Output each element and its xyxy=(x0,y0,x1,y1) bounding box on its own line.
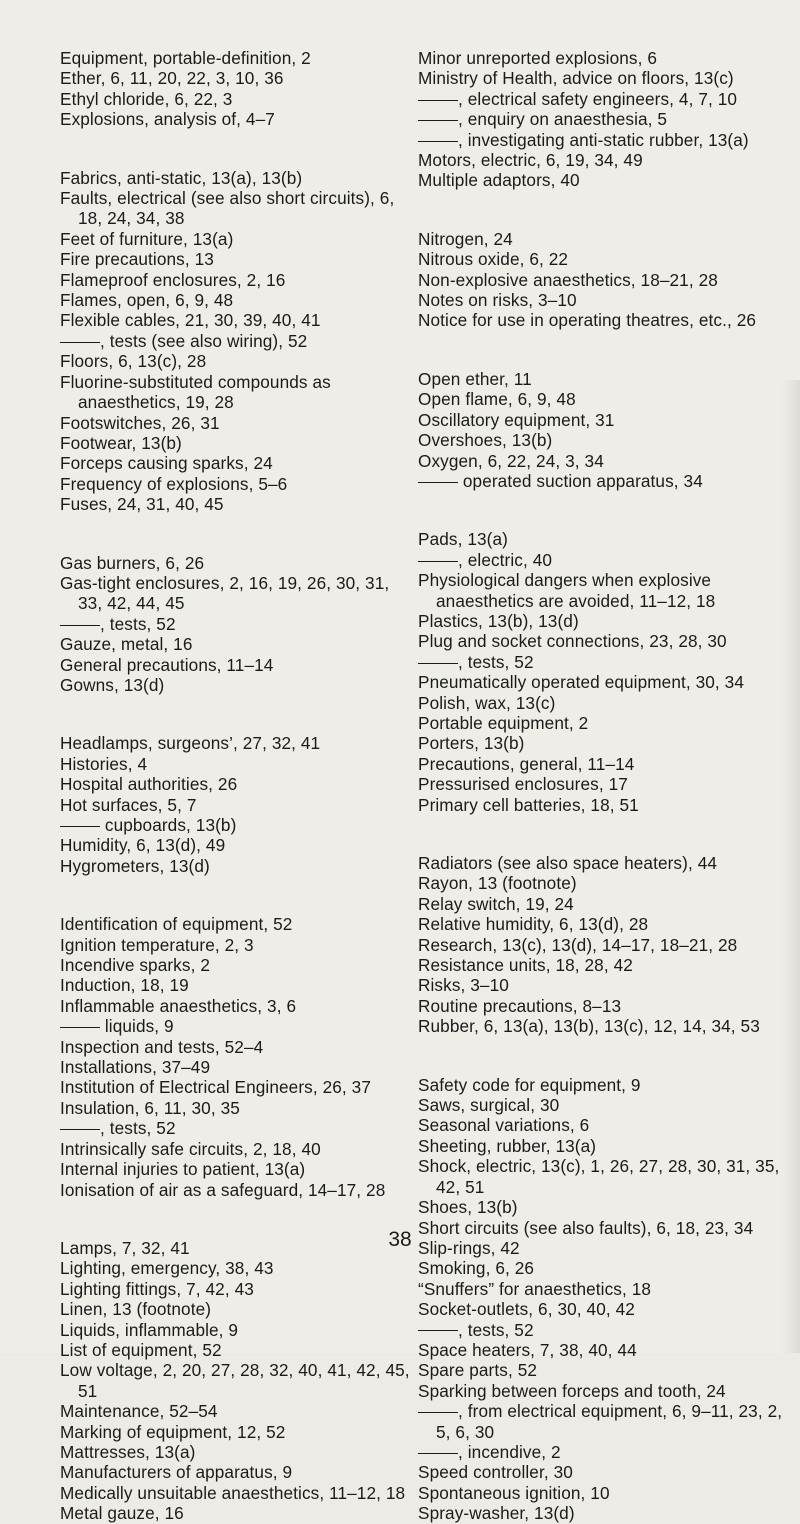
index-entry xyxy=(418,389,790,409)
index-entry-text: Shock, electric, 13(c), 1, 26, 27, 28, 30, 31, 35, 42, 51 xyxy=(418,1156,780,1197)
index-entry-text: Insulation, 6, 11, 30, 35 xyxy=(60,1097,240,1118)
index-entry xyxy=(418,774,790,794)
index-entry-text: Motors, electric, 6, 19, 34, 49 xyxy=(418,150,643,171)
index-entry-text: Porters, 13(b) xyxy=(418,733,525,754)
index-entry xyxy=(60,1077,415,1097)
index-entry-text: Oscillatory equipment, 31 xyxy=(418,409,615,430)
index-entry xyxy=(418,795,790,815)
index-entry-text: Intrinsically safe circuits, 2, 18, 40 xyxy=(60,1138,321,1159)
index-entry-text: Spontaneous ignition, 10 xyxy=(418,1482,610,1503)
index-entry xyxy=(60,1360,415,1401)
index-entry xyxy=(418,150,790,170)
index-entry-text: Fluorine-substituted compounds as anaesthetics, 19, 28 xyxy=(60,371,331,413)
index-entry-text: Safety code for equipment, 9 xyxy=(418,1074,641,1095)
index-entry xyxy=(60,733,415,753)
index-entry-text: Speed controller, 30 xyxy=(418,1462,573,1483)
index-entry xyxy=(418,471,790,491)
index-entry-text: Identification of equipment, 52 xyxy=(60,914,293,935)
index-entry-text: Pads, 13(a) xyxy=(418,529,508,550)
index-entry xyxy=(60,655,415,675)
index-entry xyxy=(60,1057,415,1077)
index-entry-text: , investigating anti-static rubber, 13(a) xyxy=(458,129,749,150)
page-edge-shadow xyxy=(782,380,800,1353)
index-entry xyxy=(60,573,415,614)
page-number: 38 xyxy=(388,1228,412,1251)
index-entry xyxy=(418,1340,790,1360)
index-entry-text: Faults, electrical (see also short circuits), 6, 18, 24, 34, 38 xyxy=(60,188,395,229)
index-entry-text: Gas burners, 6, 26 xyxy=(60,552,205,573)
index-entry-text: Mattresses, 13(a) xyxy=(60,1441,196,1462)
index-entry xyxy=(418,1279,790,1299)
index-section-gap xyxy=(60,876,415,914)
index-entry-text: Lighting, emergency, 38, 43 xyxy=(60,1258,274,1279)
index-entry xyxy=(418,529,790,549)
repeat-dash xyxy=(418,100,458,101)
index-entry-text: Open ether, 11 xyxy=(418,368,532,389)
index-entry-text: Plug and socket connections, 23, 28, 30 xyxy=(418,631,727,652)
index-entry-text: Slip-rings, 42 xyxy=(418,1237,520,1258)
index-entry xyxy=(418,1115,790,1135)
repeat-dash xyxy=(418,482,458,483)
index-entry xyxy=(418,1381,790,1401)
index-entry xyxy=(418,1503,790,1523)
index-entry-text: Multiple adaptors, 40 xyxy=(418,170,580,191)
index-entry-text: General precautions, 11–14 xyxy=(60,654,274,675)
index-entry xyxy=(60,1299,415,1319)
index-entry xyxy=(418,914,790,934)
index-entry xyxy=(418,570,790,611)
index-entry xyxy=(418,1360,790,1380)
index-entry xyxy=(418,935,790,955)
index-entry-text: Overshoes, 13(b) xyxy=(418,430,553,451)
index-entry-text: Lighting fittings, 7, 42, 43 xyxy=(60,1278,254,1299)
index-entry-text: Fire precautions, 13 xyxy=(60,249,214,270)
index-entry xyxy=(60,68,415,88)
index-entry-text: , tests, 52 xyxy=(100,613,176,634)
repeat-dash xyxy=(60,1027,100,1028)
index-entry-text: List of equipment, 52 xyxy=(60,1339,222,1360)
index-entry-text: Minor unreported explosions, 6 xyxy=(418,48,657,68)
index-entry-text: Rayon, 13 (footnote) xyxy=(418,873,577,894)
index-entry-text: cupboards, 13(b) xyxy=(100,815,237,835)
index-entry-text: Sparking between forceps and tooth, 24 xyxy=(418,1380,726,1401)
index-entry xyxy=(60,1016,415,1036)
index-entry xyxy=(418,955,790,975)
index-entry-text: Smoking, 6, 26 xyxy=(418,1258,535,1279)
index-entry xyxy=(418,109,790,129)
index-entry-text: Frequency of explosions, 5–6 xyxy=(60,473,288,494)
index-entry-text: Linen, 13 (footnote) xyxy=(60,1299,212,1320)
index-entry-text: Induction, 18, 19 xyxy=(60,975,189,996)
index-entry-text: Relay switch, 19, 24 xyxy=(418,893,574,914)
index-entry-text: Maintenance, 52–54 xyxy=(60,1401,218,1422)
index-entry-text: Oxygen, 6, 22, 24, 3, 34 xyxy=(418,450,604,471)
index-entry xyxy=(418,853,790,873)
index-entry xyxy=(418,68,790,88)
index-entry-text: Precautions, general, 11–14 xyxy=(418,753,635,774)
index-entry-text: Inflammable anaesthetics, 3, 6 xyxy=(60,995,297,1016)
index-entry-text: Shoes, 13(b) xyxy=(418,1197,518,1218)
index-entry xyxy=(418,713,790,733)
index-entry-text: Flexible cables, 21, 30, 39, 40, 41 xyxy=(60,310,321,331)
index-entry-text: Spray-washer, 13(d) xyxy=(418,1503,575,1524)
index-entry xyxy=(418,89,790,109)
repeat-dash xyxy=(418,141,458,142)
index-entry xyxy=(60,795,415,815)
index-entry xyxy=(418,1258,790,1278)
index-entry-text: Humidity, 6, 13(d), 49 xyxy=(60,835,226,856)
index-entry-text: Hygrometers, 13(d) xyxy=(60,855,210,876)
index-entry xyxy=(60,935,415,955)
index-entry xyxy=(60,835,415,855)
index-entry xyxy=(60,1422,415,1442)
index-section-gap xyxy=(418,331,790,369)
index-entry-text: Plastics, 13(b), 13(d) xyxy=(418,610,579,631)
index-entry xyxy=(418,652,790,672)
index-entry xyxy=(60,1462,415,1482)
index-entry xyxy=(60,1503,415,1523)
index-entry-text: Gowns, 13(d) xyxy=(60,674,165,695)
index-entry-text: Incendive sparks, 2 xyxy=(60,955,210,976)
index-section-gap xyxy=(418,491,790,529)
index-entry xyxy=(418,290,790,310)
index-entry xyxy=(60,675,415,695)
index-entry-text: Radiators (see also space heaters), 44 xyxy=(418,853,718,873)
index-section-gap xyxy=(60,695,415,733)
repeat-dash xyxy=(418,1412,458,1413)
index-entry-text: , enquiry on anaesthesia, 5 xyxy=(458,109,668,130)
index-entry xyxy=(60,1139,415,1159)
index-entry-text: Ethyl chloride, 6, 22, 3 xyxy=(60,88,233,109)
index-entry-text: , incendive, 2 xyxy=(458,1441,561,1462)
index-entry xyxy=(418,550,790,570)
index-entry xyxy=(60,372,415,413)
index-entry xyxy=(418,1075,790,1095)
index-entry-text: , tests, 52 xyxy=(458,1319,534,1340)
index-entry xyxy=(418,270,790,290)
index-entry xyxy=(60,433,415,453)
index-entry xyxy=(60,1180,415,1200)
index-entry-text: Seasonal variations, 6 xyxy=(418,1115,590,1136)
index-entry xyxy=(60,89,415,109)
index-entry xyxy=(418,754,790,774)
index-entry xyxy=(60,1279,415,1299)
index-entry-text: Short circuits (see also faults), 6, 18, 23, 34 xyxy=(418,1217,754,1238)
index-entry-text: Primary cell batteries, 18, 51 xyxy=(418,794,639,815)
index-section-gap xyxy=(60,130,415,168)
index-entry-text: Liquids, inflammable, 9 xyxy=(60,1319,239,1340)
index-entry-text: Pneumatically operated equipment, 30, 34 xyxy=(418,672,744,693)
index-entry-text: Relative humidity, 6, 13(d), 28 xyxy=(418,914,649,935)
index-entry-text: Lamps, 7, 32, 41 xyxy=(60,1237,190,1258)
index-entry-text: Ether, 6, 11, 20, 22, 3, 10, 36 xyxy=(60,68,284,89)
index-entry-text: operated suction apparatus, 34 xyxy=(458,470,703,491)
index-entry xyxy=(60,1340,415,1360)
index-entry-text: Flameproof enclosures, 2, 16 xyxy=(60,269,286,290)
index-entry-text: liquids, 9 xyxy=(100,1016,174,1037)
index-entry xyxy=(60,1483,415,1503)
index-entry-text: Resistance units, 18, 28, 42 xyxy=(418,955,633,976)
index-entry-text: Marking of equipment, 12, 52 xyxy=(60,1421,286,1442)
index-entry-text: Portable equipment, 2 xyxy=(418,712,589,733)
index-entry xyxy=(418,1136,790,1156)
index-section-gap xyxy=(418,1037,790,1075)
index-entry xyxy=(418,310,790,330)
index-entry-text: Medically unsuitable anaesthetics, 11–12, 18 xyxy=(60,1482,406,1503)
index-entry xyxy=(418,1197,790,1217)
index-entry-text: , tests (see also wiring), 52 xyxy=(100,330,308,351)
index-entry xyxy=(60,1401,415,1421)
index-entry xyxy=(60,249,415,269)
index-entry xyxy=(418,1320,790,1340)
index-entry-text: Forceps causing sparks, 24 xyxy=(60,453,273,474)
index-entry-text: Notes on risks, 3–10 xyxy=(418,290,577,311)
index-entry-text: Risks, 3–10 xyxy=(418,975,509,996)
repeat-dash xyxy=(418,1453,458,1454)
index-entry xyxy=(60,774,415,794)
index-entry xyxy=(60,229,415,249)
index-entry-text: Ignition temperature, 2, 3 xyxy=(60,934,254,955)
index-entry xyxy=(418,631,790,651)
index-entry xyxy=(60,754,415,774)
index-entry xyxy=(60,856,415,876)
index-entry xyxy=(60,310,415,330)
index-entry xyxy=(60,290,415,310)
index-entry-text: Spare parts, 52 xyxy=(418,1360,538,1381)
index-entry xyxy=(60,494,415,514)
index-entry xyxy=(418,1016,790,1036)
index-entry-text: Feet of furniture, 13(a) xyxy=(60,228,234,249)
index-entry-text: Institution of Electrical Engineers, 26, 37 xyxy=(60,1077,371,1098)
repeat-dash xyxy=(60,625,100,626)
repeat-dash xyxy=(60,826,100,827)
index-entry xyxy=(60,955,415,975)
repeat-dash xyxy=(60,342,100,343)
index-entry xyxy=(418,1483,790,1503)
index-entry xyxy=(60,351,415,371)
index-entry-text: Polish, wax, 13(c) xyxy=(418,692,556,713)
index-entry xyxy=(60,815,415,835)
index-entry-text: Installations, 37–49 xyxy=(60,1057,211,1078)
index-entry-text: Pressurised enclosures, 17 xyxy=(418,774,628,795)
index-section-gap xyxy=(418,191,790,229)
index-entry-text: Hot surfaces, 5, 7 xyxy=(60,794,197,815)
repeat-dash xyxy=(418,663,458,664)
index-entry xyxy=(418,1462,790,1482)
index-entry-text: Equipment, portable-definition, 2 xyxy=(60,48,311,68)
index-entry-text: Hospital authorities, 26 xyxy=(60,774,238,795)
index-entry-text: Socket-outlets, 6, 30, 40, 42 xyxy=(418,1299,635,1320)
index-entry xyxy=(418,1238,790,1258)
index-entry-text: Gauze, metal, 16 xyxy=(60,634,193,655)
index-entry-text: Low voltage, 2, 20, 27, 28, 32, 40, 41, 42, 45, 51 xyxy=(60,1360,410,1401)
index-column-right xyxy=(418,48,790,1524)
index-entry xyxy=(418,451,790,471)
index-entry xyxy=(418,975,790,995)
index-entry xyxy=(418,410,790,430)
index-entry-text: Sheeting, rubber, 13(a) xyxy=(418,1135,597,1156)
repeat-dash xyxy=(60,1129,100,1130)
index-entry xyxy=(60,331,415,351)
index-entry xyxy=(418,693,790,713)
index-entry-text: Notice for use in operating theatres, etc., 26 xyxy=(418,310,757,331)
index-entry xyxy=(60,474,415,494)
index-entry-text: Metal gauze, 16 xyxy=(60,1503,184,1524)
index-entry-text: , electrical safety engineers, 4, 7, 10 xyxy=(458,88,738,109)
index-entry xyxy=(60,634,415,654)
index-entry-text: Footswitches, 26, 31 xyxy=(60,412,220,433)
index-entry xyxy=(418,48,790,68)
repeat-dash xyxy=(418,120,458,121)
index-entry-text: , from electrical equipment, 6, 9–11, 23, 2, 5, 6, 30 xyxy=(436,1401,783,1442)
index-entry-text: Footwear, 13(b) xyxy=(60,432,182,453)
index-column-left xyxy=(60,48,415,1524)
index-entry xyxy=(60,996,415,1016)
index-entry-text: Headlamps, surgeons’, 27, 32, 41 xyxy=(60,733,321,754)
index-entry xyxy=(418,894,790,914)
index-entry-text: Fuses, 24, 31, 40, 45 xyxy=(60,494,224,515)
index-entry-text: Manufacturers of apparatus, 9 xyxy=(60,1462,293,1483)
index-entry xyxy=(60,168,415,188)
index-entry-text: Floors, 6, 13(c), 28 xyxy=(60,351,207,372)
index-entry xyxy=(60,1159,415,1179)
index-entry-text: , tests, 52 xyxy=(100,1118,176,1139)
index-entry xyxy=(418,170,790,190)
index-entry-text: Fabrics, anti-static, 13(a), 13(b) xyxy=(60,167,303,188)
index-entry-text: Internal injuries to patient, 13(a) xyxy=(60,1159,306,1180)
index-entry-text: Rubber, 6, 13(a), 13(b), 13(c), 12, 14, 34, 53 xyxy=(418,1016,760,1037)
index-entry xyxy=(60,553,415,573)
index-entry xyxy=(60,1320,415,1340)
index-entry xyxy=(418,1095,790,1115)
index-entry xyxy=(418,430,790,450)
index-entry xyxy=(418,672,790,692)
index-entry-text: Routine precautions, 8–13 xyxy=(418,995,622,1016)
index-entry xyxy=(60,453,415,473)
index-entry xyxy=(418,1401,790,1442)
index-entry-text: , tests, 52 xyxy=(458,651,534,672)
index-entry xyxy=(418,611,790,631)
index-entry xyxy=(60,109,415,129)
index-entry-text: Non-explosive anaesthetics, 18–21, 28 xyxy=(418,269,718,290)
index-entry xyxy=(60,1258,415,1278)
index-section-gap xyxy=(418,815,790,853)
index-entry-text: Saws, surgical, 30 xyxy=(418,1095,560,1116)
index-entry xyxy=(60,1442,415,1462)
index-entry xyxy=(418,1442,790,1462)
index-entry-text: , electric, 40 xyxy=(458,549,553,570)
index-entry xyxy=(418,1299,790,1319)
index-entry xyxy=(418,996,790,1016)
index-entry-text: Gas-tight enclosures, 2, 16, 19, 26, 30, 31, 33, 42, 44, 45 xyxy=(60,572,390,614)
index-entry-text: Physiological dangers when explosive anaesthetics are avoided, 11–12, 18 xyxy=(418,570,716,611)
index-entry-text: Research, 13(c), 13(d), 14–17, 18–21, 28 xyxy=(418,934,738,955)
index-entry xyxy=(418,369,790,389)
index-entry xyxy=(418,733,790,753)
index-entry-text: Histories, 4 xyxy=(60,753,148,774)
index-entry xyxy=(60,413,415,433)
index-entry-text: Inspection and tests, 52–4 xyxy=(60,1036,264,1057)
index-entry xyxy=(418,873,790,893)
index-entry-text: Space heaters, 7, 38, 40, 44 xyxy=(418,1339,637,1360)
index-entry xyxy=(60,1098,415,1118)
index-entry xyxy=(418,1218,790,1238)
index-entry xyxy=(418,1156,790,1197)
index-entry xyxy=(60,48,415,68)
index-entry xyxy=(60,614,415,634)
index-entry-text: Nitrogen, 24 xyxy=(418,228,513,249)
index-entry-text: Explosions, analysis of, 4–7 xyxy=(60,109,275,130)
index-entry xyxy=(418,229,790,249)
index-entry-text: “Snuffers” for anaesthetics, 18 xyxy=(418,1278,652,1299)
index-entry xyxy=(418,249,790,269)
index-entry-text: Ministry of Health, advice on floors, 13(c) xyxy=(418,68,734,89)
index-entry-text: Ionisation of air as a safeguard, 14–17, 28 xyxy=(60,1179,386,1200)
repeat-dash xyxy=(418,1330,458,1331)
index-section-gap xyxy=(60,515,415,553)
index-entry xyxy=(60,914,415,934)
index-entry-text: Flames, open, 6, 9, 48 xyxy=(60,290,234,311)
index-entry xyxy=(60,188,415,229)
index-entry xyxy=(60,1118,415,1138)
index-entry xyxy=(60,1037,415,1057)
index-entry-text: Nitrous oxide, 6, 22 xyxy=(418,249,569,270)
index-entry-text: Open flame, 6, 9, 48 xyxy=(418,389,576,410)
index-entry xyxy=(418,130,790,150)
index-entry xyxy=(60,975,415,995)
index-entry xyxy=(60,270,415,290)
repeat-dash xyxy=(418,561,458,562)
